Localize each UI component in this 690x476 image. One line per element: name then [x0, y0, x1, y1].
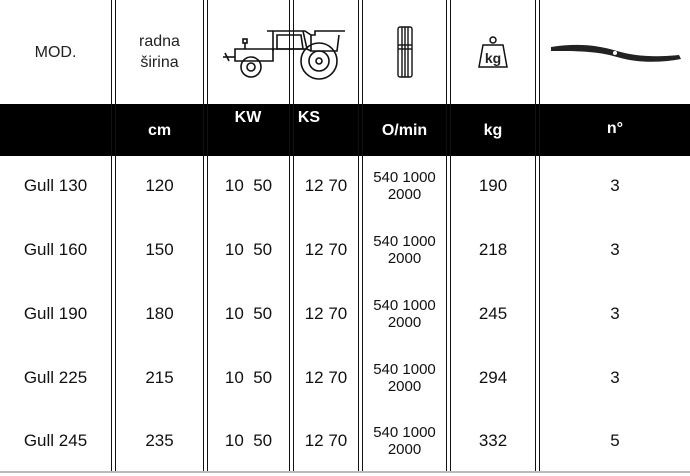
rpm-line1: 540 1000	[373, 169, 436, 186]
unit-ks: KS	[297, 109, 321, 126]
weight-cell: 218	[478, 240, 508, 259]
unit-weight: kg	[483, 122, 503, 139]
ks-cell: 12 70	[304, 368, 348, 387]
rpm-line2: 2000	[387, 314, 422, 331]
model-cell: Gull 225	[23, 368, 88, 387]
count-cell: 3	[610, 304, 620, 323]
rpm-line1: 540 1000	[373, 361, 436, 378]
kw-cell: 10 50	[224, 431, 273, 450]
model-cell: Gull 190	[23, 304, 88, 323]
working-width-header-line2: širina	[140, 54, 179, 71]
count-cell: 3	[610, 240, 620, 259]
width-cell: 150	[145, 240, 174, 259]
unit-rpm: O/min	[381, 122, 428, 139]
kw-cell: 10 50	[224, 240, 273, 259]
width-cell: 215	[145, 368, 174, 387]
working-width-header-line1: radna	[139, 33, 180, 50]
rpm-line2: 2000	[387, 250, 422, 267]
tractor-icon	[208, 0, 358, 104]
rpm-cell	[363, 294, 446, 334]
weight-cell: 332	[478, 431, 508, 450]
rpm-line2: 2000	[387, 186, 422, 203]
weight-icon	[451, 0, 535, 104]
mower-blade-icon	[540, 0, 690, 104]
rpm-cell	[363, 230, 446, 270]
weight-cell: 190	[478, 176, 508, 195]
rpm-cell	[363, 166, 446, 206]
model-cell: Gull 160	[23, 240, 88, 259]
model-cell: Gull 130	[23, 176, 88, 195]
table-bottom-border	[0, 471, 690, 473]
count-cell: 3	[610, 368, 620, 387]
weight-icon-label: kg	[484, 50, 502, 66]
rpm-cell	[363, 358, 446, 398]
ks-cell: 12 70	[304, 431, 348, 450]
ks-cell: 12 70	[304, 304, 348, 323]
model-cell: Gull 245	[23, 431, 88, 450]
count-cell: 5	[610, 431, 620, 450]
kw-cell: 10 50	[224, 176, 273, 195]
working-width-header	[116, 0, 203, 104]
kw-cell: 10 50	[224, 368, 273, 387]
weight-cell: 294	[478, 368, 508, 387]
width-cell: 180	[145, 304, 174, 323]
kw-cell: 10 50	[224, 304, 273, 323]
rpm-line2: 2000	[387, 378, 422, 395]
width-cell: 235	[145, 431, 174, 450]
rpm-line1: 540 1000	[373, 233, 436, 250]
ks-cell: 12 70	[304, 240, 348, 259]
rpm-line1: 540 1000	[373, 297, 436, 314]
unit-width: cm	[147, 122, 172, 139]
count-cell: 3	[610, 176, 620, 195]
width-cell: 120	[145, 176, 174, 195]
model-header: MOD.	[34, 43, 77, 61]
rpm-line2: 2000	[387, 441, 422, 458]
unit-kw: KW	[234, 109, 262, 126]
weight-cell: 245	[478, 304, 508, 323]
unit-count: n°	[606, 120, 624, 137]
rpm-cell	[363, 421, 446, 461]
ks-cell: 12 70	[304, 176, 348, 195]
pto-shaft-icon	[363, 0, 446, 104]
rpm-line1: 540 1000	[373, 424, 436, 441]
